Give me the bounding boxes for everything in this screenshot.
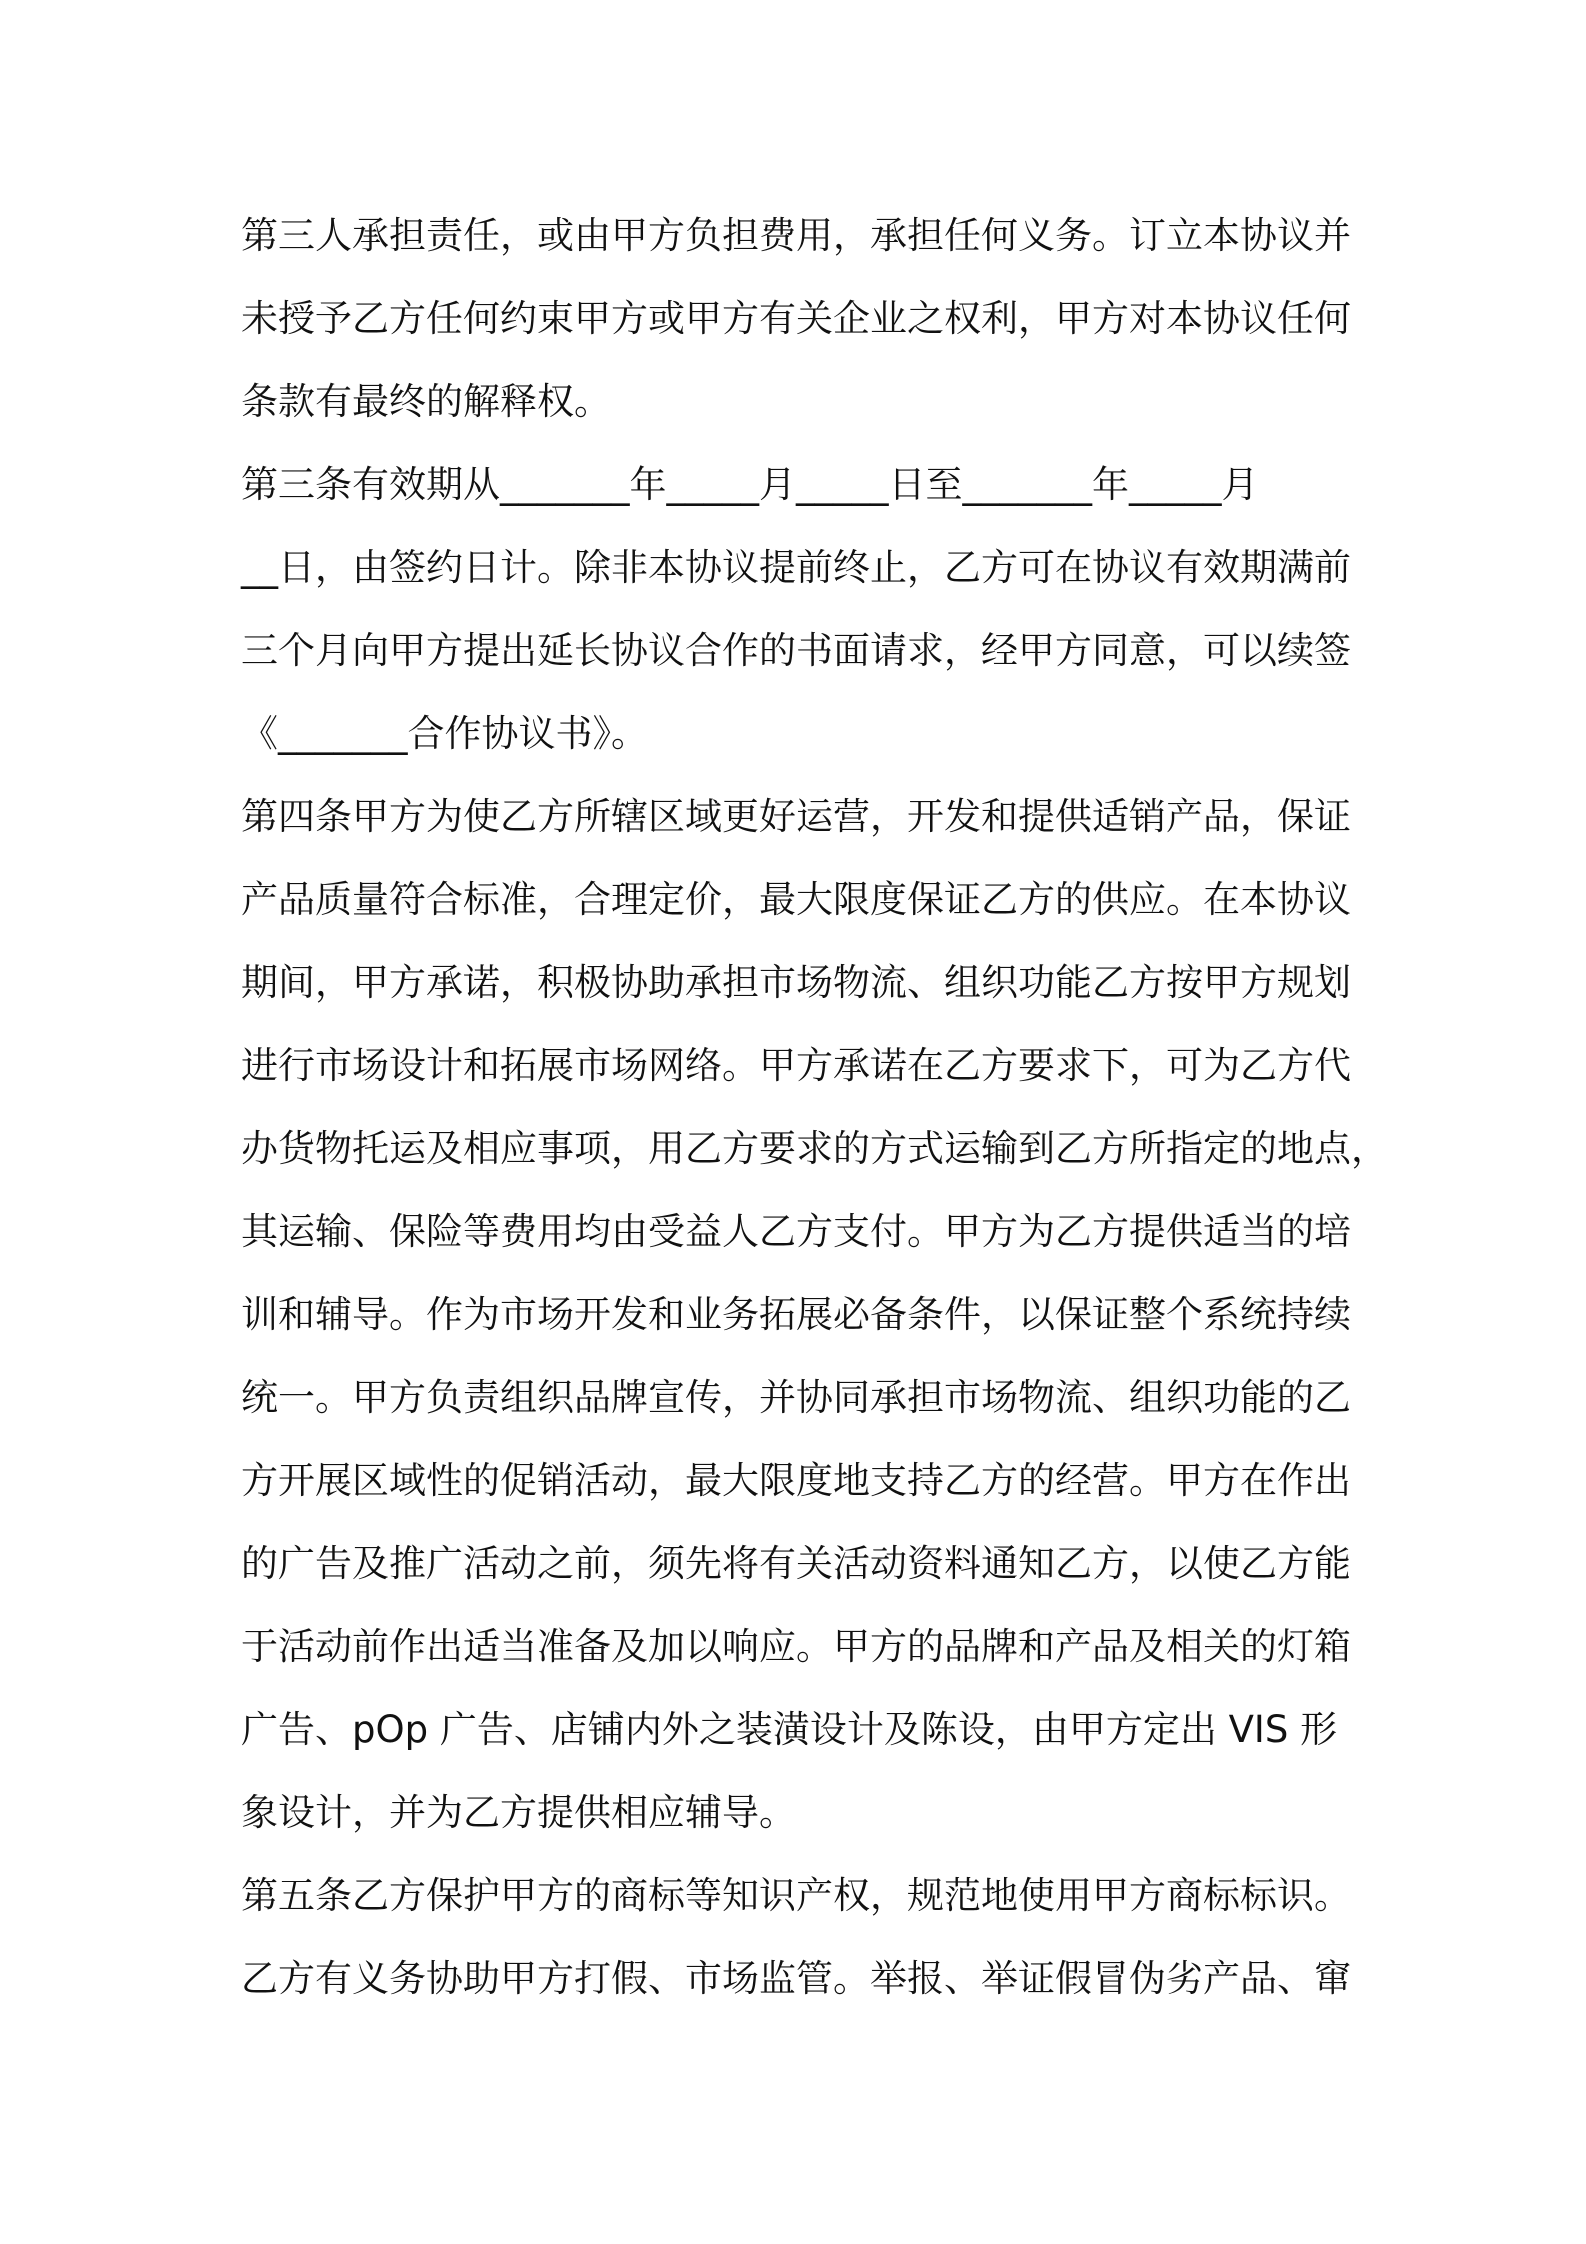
- text-line: 广告、pOp 广告、店铺内外之装潢设计及陈设，由甲方定出 VIS 形: [241, 1708, 1338, 1751]
- text-line: 未授予乙方任何约束甲方或甲方有关企业之权利，甲方对本协议任何: [241, 297, 1351, 340]
- agreement-text: [241, 194, 1388, 2020]
- text-line: 统一。甲方负责组织品牌宣传，并协同承担市场物流、组织功能的乙: [241, 1376, 1351, 1419]
- text-line: 方开展区域性的促销活动，最大限度地支持乙方的经营。甲方在作出: [241, 1459, 1351, 1502]
- text-line: 进行市场设计和拓展市场网络。甲方承诺在乙方要求下，可为乙方代: [241, 1044, 1351, 1087]
- article-5-line: 第五条乙方保护甲方的商标等知识产权，规范地使用甲方商标标识。: [241, 1874, 1351, 1917]
- article-3-validity-line: 第三条有效期从_______年_____月_____日至_______年_____月: [241, 463, 1259, 506]
- text-line: 于活动前作出适当准备及加以响应。甲方的品牌和产品及相关的灯箱: [241, 1625, 1351, 1668]
- text-line: 乙方有义务协助甲方打假、市场监管。举报、举证假冒伪劣产品、窜: [241, 1957, 1351, 2000]
- text-line: 产品质量符合标准，合理定价，最大限度保证乙方的供应。在本协议: [241, 878, 1351, 921]
- text-line: 三个月向甲方提出延长协议合作的书面请求，经甲方同意，可以续签: [241, 629, 1351, 672]
- text-line: 象设计，并为乙方提供相应辅导。: [241, 1791, 796, 1834]
- text-line: 《_______合作协议书》。: [241, 712, 648, 755]
- text-line: 其运输、保险等费用均由受益人乙方支付。甲方为乙方提供适当的培: [241, 1210, 1351, 1253]
- text-line: 条款有最终的解释权。: [241, 380, 611, 423]
- text-line: 第三人承担责任，或由甲方负担费用，承担任何义务。订立本协议并: [241, 214, 1351, 257]
- text-line: 办货物托运及相应事项，用乙方要求的方式运输到乙方所指定的地点，: [241, 1127, 1388, 1170]
- text-line: 训和辅导。作为市场开发和业务拓展必备条件，以保证整个系统持续: [241, 1293, 1351, 1336]
- text-line: 的广告及推广活动之前，须先将有关活动资料通知乙方，以使乙方能: [241, 1542, 1351, 1585]
- text-line: __日，由签约日计。除非本协议提前终止，乙方可在协议有效期满前: [241, 546, 1351, 589]
- article-4-line: 第四条甲方为使乙方所辖区域更好运营，开发和提供适销产品，保证: [241, 795, 1351, 838]
- text-line: 期间，甲方承诺，积极协助承担市场物流、组织功能乙方按甲方规划: [241, 961, 1351, 1004]
